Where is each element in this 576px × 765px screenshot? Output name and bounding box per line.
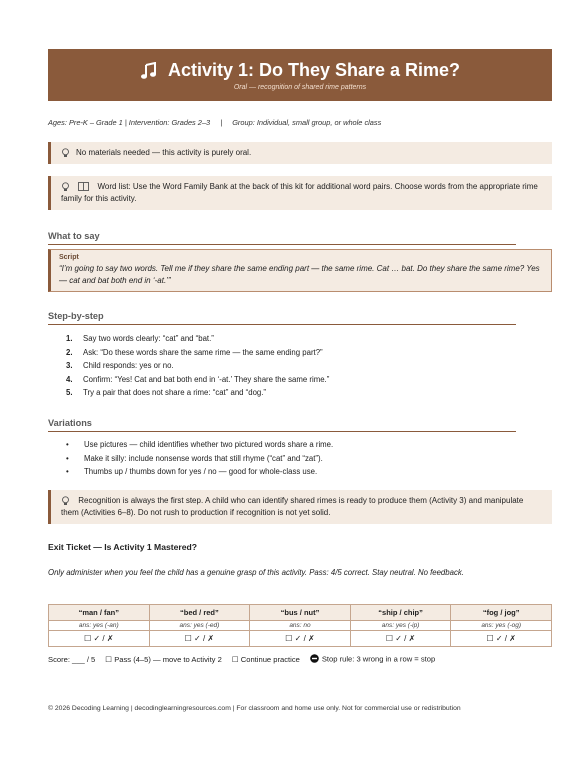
table-row [49, 631, 552, 647]
word-pair: “fog / jog” [451, 605, 552, 621]
stop-rule [310, 654, 435, 665]
section-variations: Variations [48, 418, 516, 432]
variation-text: Thumbs up / thumbs down for yes / no — good for whole-class use. [84, 467, 318, 477]
materials-text: No materials needed — this activity is purely oral. [76, 148, 252, 157]
steps-list [66, 332, 536, 400]
variations-list [66, 438, 536, 479]
step-text: Try a pair that does not share a rime: “cat” and “dog.” [83, 388, 267, 398]
score-field[interactable]: Score: ___ / 5 [48, 655, 96, 664]
bullet-dot: • [66, 440, 69, 450]
stop-rule-text: Stop rule: 3 wrong in a row = stop [321, 654, 436, 664]
meta-separator: | [220, 118, 223, 127]
ages-info: Ages: Pre-K – Grade 1 | Intervention: Grades 2–3 [48, 118, 211, 127]
wordlist-callout [48, 176, 552, 210]
stop-icon [310, 654, 319, 665]
score-row [48, 654, 435, 665]
mark-checkbox[interactable]: ☐ ✓ / ✗ [250, 631, 351, 647]
script-box [48, 249, 552, 292]
header-title-row [48, 60, 552, 81]
step-text: Ask: “Do these words share the same rime — the same ending part?” [83, 347, 323, 357]
word-pair: “man / fan” [49, 605, 150, 621]
exit-ticket-title: Exit Ticket — Is Activity 1 Mastered? [48, 542, 198, 552]
answer-key: ans: yes (-og) [451, 621, 552, 631]
step-number: 3. [66, 361, 73, 371]
bullet-dot: • [66, 467, 69, 477]
step-item [66, 332, 536, 346]
section-what-to-say: What to say [48, 231, 516, 245]
lightbulb-icon [61, 182, 70, 192]
note-text: Recognition is always the first step. A child who can identify shared rimes is ready to produce them (Activity 3) and manipulate them (Activities 6–8). Do not rush to production if recognition is not yet solid. [61, 496, 524, 517]
step-item [66, 386, 536, 400]
variation-text: Make it silly: include nonsense words that still rhyme (“cat” and “zat”). [84, 453, 323, 463]
continue-checkbox[interactable]: ☐ Continue practice [231, 655, 300, 664]
music-note-icon [140, 62, 158, 80]
page-header [48, 49, 552, 101]
bullet-dot: • [66, 453, 69, 463]
answer-key: ans: no [250, 621, 351, 631]
step-text: Say two words clearly: “cat” and “bat.” [83, 334, 214, 344]
step-item [66, 359, 536, 373]
page-title: Activity 1: Do They Share a Rime? [167, 60, 461, 80]
answer-key: ans: yes (-ip) [350, 621, 451, 631]
word-pair: “bed / red” [149, 605, 250, 621]
step-number: 1. [66, 334, 73, 344]
variation-item [66, 465, 536, 479]
exit-ticket-table [48, 604, 552, 647]
script-text: “I’m going to say two words. Tell me if they share the same ending part — the same rime. Cat … bat. Do they share the same rime? Yes — cat and bat both end in ‘-at.’” [59, 264, 540, 285]
step-text: Child responds: yes or no. [83, 361, 174, 371]
materials-callout [48, 142, 552, 164]
note-callout [48, 490, 552, 524]
page-subtitle: Oral — recognition of shared rime patterns [233, 84, 367, 91]
lightbulb-icon [61, 148, 70, 158]
page-footer: © 2026 Decoding Learning | decodinglearningresources.com | For classroom and home use only. Not for commercial use or redistribution [48, 705, 461, 712]
section-step-by-step: Step-by-step [48, 311, 516, 325]
word-pair: “ship / chip” [350, 605, 451, 621]
group-info: Group: Individual, small group, or whole class [232, 118, 382, 127]
table-row [49, 605, 552, 621]
meta-line [48, 118, 381, 127]
word-pair: “bus / nut” [250, 605, 351, 621]
step-text: Confirm: “Yes! Cat and bat both end in ‘-at.’ They share the same rime.” [83, 374, 330, 384]
mark-checkbox[interactable]: ☐ ✓ / ✗ [350, 631, 451, 647]
mark-checkbox[interactable]: ☐ ✓ / ✗ [149, 631, 250, 647]
step-item [66, 373, 536, 387]
script-label: Script [59, 254, 79, 261]
table-row [49, 621, 552, 631]
mark-checkbox[interactable]: ☐ ✓ / ✗ [451, 631, 552, 647]
variation-text: Use pictures — child identifies whether two pictured words share a rime. [84, 440, 334, 450]
variation-item [66, 438, 536, 452]
answer-key: ans: yes (-ed) [149, 621, 250, 631]
lightbulb-icon [61, 496, 70, 506]
answer-key: ans: yes (-an) [49, 621, 150, 631]
exit-ticket-description: Only administer when you feel the child has a genuine grasp of this activity. Pass: 4/5 correct. Stay neutral. No feedback. [48, 568, 464, 577]
pass-checkbox[interactable]: ☐ Pass (4–5) — move to Activity 2 [105, 655, 222, 664]
variation-item [66, 452, 536, 466]
step-number: 5. [66, 388, 73, 398]
step-item [66, 346, 536, 360]
wordlist-text: Word list: Use the Word Family Bank at the back of this kit for additional word pairs. Choose words from the appropriate rime family for this activity. [61, 182, 538, 203]
mark-checkbox[interactable]: ☐ ✓ / ✗ [49, 631, 150, 647]
step-number: 2. [66, 347, 73, 357]
book-icon [78, 182, 89, 191]
step-number: 4. [66, 374, 73, 384]
